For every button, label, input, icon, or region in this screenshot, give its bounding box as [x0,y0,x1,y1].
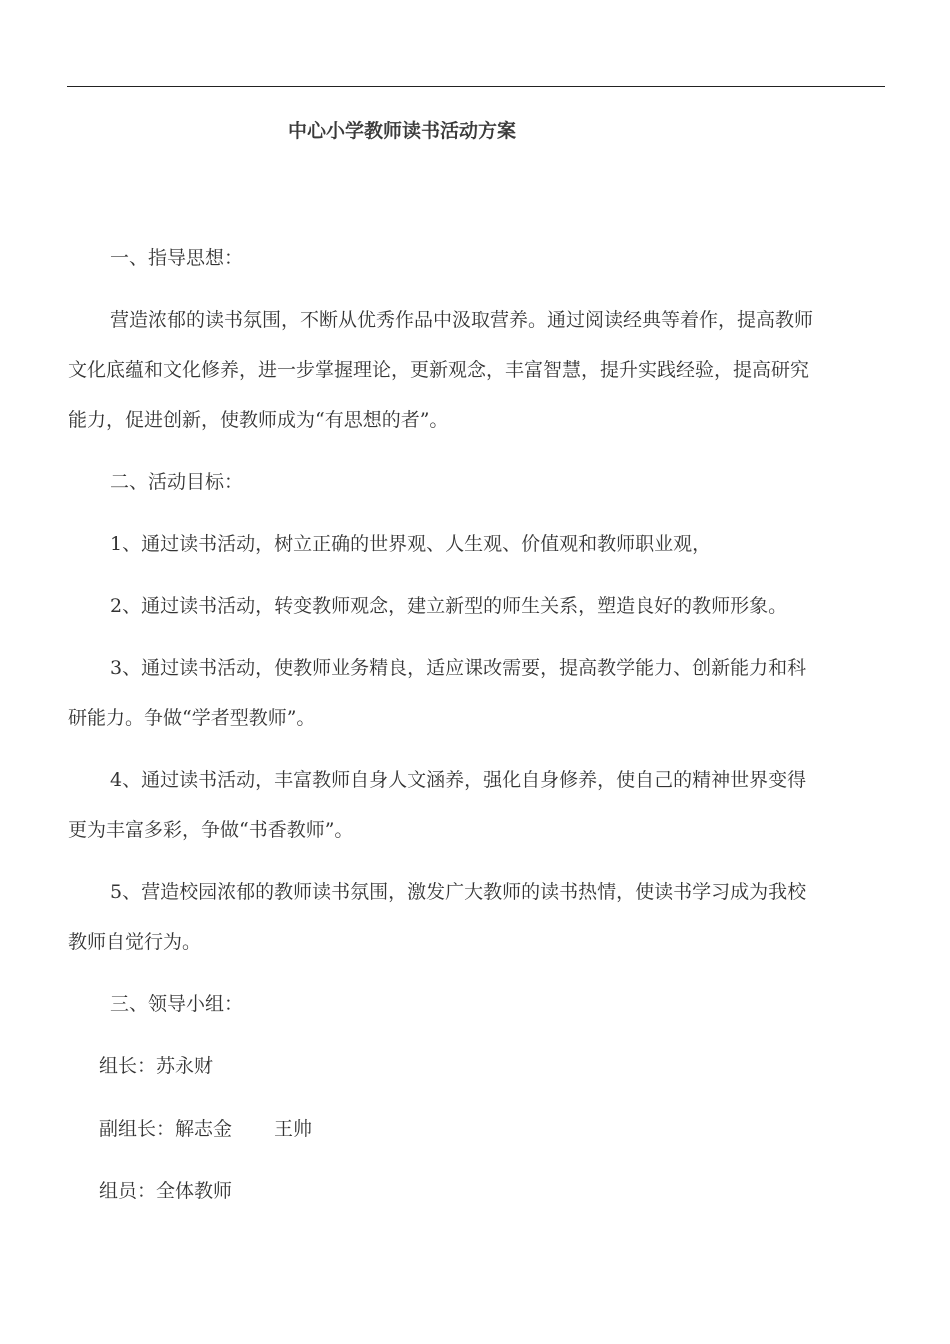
deputy-second-name: 王帅 [274,1118,313,1140]
goal-item-3 [68,643,880,743]
section-heading-goals [68,457,880,507]
leader-text: 组长：苏永财 [99,1055,214,1077]
paragraph-line: 教师自觉行为。 [68,931,202,953]
paragraph-guiding-thought [68,295,880,445]
paragraph-line: 营造浓郁的读书氛围，不断从优秀作品中汲取营养。通过阅读经典等着作，提高教师 [110,309,814,331]
paragraph-line: 2、通过读书活动，转变教师观念，建立新型的师生关系，塑造良好的教师形象。 [110,595,788,617]
paragraph-line: 4、通过读书活动，丰富教师自身人文涵养，强化自身修养，使自己的精神世界变得 [110,769,807,791]
members-text: 组员：全体教师 [99,1180,233,1202]
heading-line: 二、活动目标： [110,471,244,493]
paragraph-line: 更为丰富多彩，争做“书香教师”。 [68,819,354,841]
page-title: 中心小学教师读书活动方案 [288,120,517,142]
paragraph-line: 1、通过读书活动，树立正确的世界观、人生观、价值观和教师职业观， [110,533,712,555]
members-line [68,1166,880,1216]
goal-item-2 [68,581,880,631]
top-rule [67,86,885,87]
section-heading-guiding-thought [68,233,880,283]
paragraph-line: 文化底蕴和文化修养，进一步掌握理论，更新观念，丰富智慧，提升实践经验，提高研究 [68,359,810,381]
paragraph-line: 研能力。争做“学者型教师”。 [68,707,316,729]
heading-line: 三、领导小组： [110,993,244,1015]
paragraph-line: 5、营造校园浓郁的教师读书氛围，激发广大教师的读书热情，使读书学习成为我校 [110,881,807,903]
deputy-row [68,1104,880,1154]
deputy-label: 副组长：解志金 [99,1118,233,1140]
goal-item-1 [68,519,880,569]
goal-item-5 [68,867,880,967]
paragraph-line: 3、通过读书活动，使教师业务精良，适应课改需要，提高教学能力、创新能力和科 [110,657,807,679]
section-heading-leadership [68,979,880,1029]
leader-line [68,1041,880,1091]
deputy-leader-line [68,1104,880,1154]
heading-line: 一、指导思想： [110,247,244,269]
goal-item-4 [68,755,880,855]
paragraph-line: 能力，促进创新，使教师成为“有思想的者”。 [68,409,449,431]
